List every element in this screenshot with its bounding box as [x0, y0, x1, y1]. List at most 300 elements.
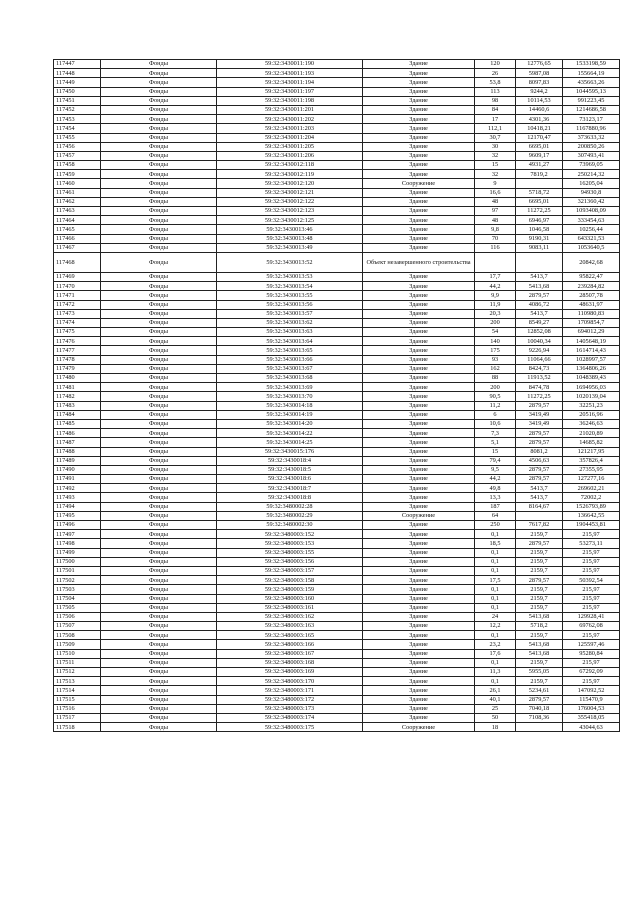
object-type-cell: Здание	[363, 282, 475, 291]
table-row	[54, 142, 620, 151]
category-cell: Фонды	[101, 456, 217, 465]
cadastral-number-cell: 59:32:3480003:165	[217, 631, 363, 640]
cadastral-value-cell: 215,97	[563, 585, 620, 594]
cadastral-value-cell: 215,97	[563, 566, 620, 575]
unit-value-cell: 11064,66	[516, 355, 563, 364]
cadastral-value-cell: 1614714,43	[563, 346, 620, 355]
category-cell: Фонды	[101, 686, 217, 695]
area-cell: 32	[475, 170, 516, 179]
cadastral-value-cell: 1053640,5	[563, 243, 620, 252]
unit-value-cell: 2879,57	[516, 429, 563, 438]
table-row	[54, 456, 620, 465]
area-cell: 11,3	[475, 668, 516, 677]
unit-value-cell: 2159,7	[516, 594, 563, 603]
unit-value-cell: 2879,57	[516, 576, 563, 585]
record-number-cell: 117467	[54, 243, 101, 252]
record-number-cell: 117453	[54, 115, 101, 124]
object-type-cell: Здание	[363, 530, 475, 539]
object-type-cell: Здание	[363, 419, 475, 428]
category-cell: Фонды	[101, 328, 217, 337]
table-row	[54, 161, 620, 170]
object-type-cell: Здание	[363, 429, 475, 438]
record-number-cell: 117484	[54, 410, 101, 419]
table-row	[54, 364, 620, 373]
record-number-cell: 117478	[54, 355, 101, 364]
table-row	[54, 96, 620, 105]
cadastral-number-cell: 59:32:3430012:122	[217, 197, 363, 206]
unit-value-cell: 2159,7	[516, 530, 563, 539]
unit-value-cell: 2879,57	[516, 291, 563, 300]
record-number-cell: 117452	[54, 105, 101, 114]
table-row	[54, 686, 620, 695]
record-number-cell: 117457	[54, 151, 101, 160]
object-type-cell: Здание	[363, 521, 475, 530]
area-cell: 200	[475, 383, 516, 392]
table-row	[54, 539, 620, 548]
table-row	[54, 594, 620, 603]
table-row	[54, 419, 620, 428]
cadastral-number-cell: 59:32:3430012:120	[217, 179, 363, 188]
record-number-cell: 117471	[54, 291, 101, 300]
cadastral-number-cell: 59:32:3430013:65	[217, 346, 363, 355]
record-number-cell: 117510	[54, 649, 101, 658]
unit-value-cell: 2159,7	[516, 548, 563, 557]
table-row	[54, 69, 620, 78]
table-row	[54, 603, 620, 612]
record-number-cell: 117464	[54, 216, 101, 225]
cadastral-value-cell: 1904453,81	[563, 521, 620, 530]
record-number-cell: 117472	[54, 300, 101, 309]
unit-value-cell: 2879,57	[516, 401, 563, 410]
cadastral-number-cell: 59:32:3430012:121	[217, 188, 363, 197]
area-cell: 64	[475, 511, 516, 520]
object-type-cell: Здание	[363, 649, 475, 658]
table-row	[54, 557, 620, 566]
area-cell: 17,7	[475, 272, 516, 281]
object-type-cell: Здание	[363, 603, 475, 612]
table-row	[54, 234, 620, 243]
cadastral-number-cell: 59:32:3430011:194	[217, 78, 363, 87]
unit-value-cell: 4931,27	[516, 161, 563, 170]
table-row	[54, 429, 620, 438]
category-cell: Фонды	[101, 677, 217, 686]
cadastral-number-cell: 59:32:3480003:153	[217, 539, 363, 548]
table-row	[54, 704, 620, 713]
record-number-cell: 117496	[54, 521, 101, 530]
table-row	[54, 713, 620, 722]
area-cell: 70	[475, 234, 516, 243]
cadastral-value-cell: 43044,63	[563, 723, 620, 732]
cadastral-number-cell: 59:32:3430018:6	[217, 475, 363, 484]
cadastral-number-cell: 59:32:3430013:70	[217, 392, 363, 401]
cadastral-number-cell: 59:32:3430011:190	[217, 60, 363, 69]
table-row	[54, 658, 620, 667]
table-row	[54, 576, 620, 585]
category-cell: Фонды	[101, 87, 217, 96]
record-number-cell: 117466	[54, 234, 101, 243]
cadastral-number-cell: 59:32:3430011:204	[217, 133, 363, 142]
area-cell: 0,1	[475, 603, 516, 612]
cadastral-number-cell: 59:32:3430013:53	[217, 272, 363, 281]
table-row	[54, 115, 620, 124]
area-cell: 30,7	[475, 133, 516, 142]
cadastral-number-cell: 59:32:3430013:62	[217, 318, 363, 327]
category-cell: Фонды	[101, 465, 217, 474]
cadastral-number-cell: 59:32:3480003:174	[217, 713, 363, 722]
record-number-cell: 117469	[54, 272, 101, 281]
record-number-cell: 117507	[54, 622, 101, 631]
cadastral-number-cell: 59:32:3430018:5	[217, 465, 363, 474]
unit-value-cell: 4086,72	[516, 300, 563, 309]
object-type-cell: Здание	[363, 658, 475, 667]
object-type-cell: Здание	[363, 713, 475, 722]
object-type-cell: Здание	[363, 640, 475, 649]
unit-value-cell: 3419,49	[516, 410, 563, 419]
object-type-cell: Здание	[363, 401, 475, 410]
object-type-cell: Здание	[363, 456, 475, 465]
unit-value-cell: 12852,08	[516, 328, 563, 337]
unit-value-cell: 12170,47	[516, 133, 563, 142]
cadastral-number-cell: 59:32:3430011:198	[217, 96, 363, 105]
record-number-cell: 117492	[54, 484, 101, 493]
cadastral-number-cell: 59:32:3480003:167	[217, 649, 363, 658]
category-cell: Фонды	[101, 133, 217, 142]
object-type-cell: Здание	[363, 539, 475, 548]
unit-value-cell: 8081,2	[516, 447, 563, 456]
cadastral-value-cell: 373633,32	[563, 133, 620, 142]
cadastral-value-cell: 28507,78	[563, 291, 620, 300]
record-number-cell: 117481	[54, 383, 101, 392]
unit-value-cell: 6695,01	[516, 142, 563, 151]
cadastral-value-cell: 69762,08	[563, 622, 620, 631]
category-cell: Фонды	[101, 521, 217, 530]
object-type-cell: Здание	[363, 704, 475, 713]
cadastral-value-cell: 73123,17	[563, 115, 620, 124]
cadastral-number-cell: 59:32:3430012:123	[217, 207, 363, 216]
unit-value-cell: 3419,49	[516, 419, 563, 428]
cadastral-value-cell: 357826,4	[563, 456, 620, 465]
record-number-cell: 117517	[54, 713, 101, 722]
unit-value-cell: 4301,36	[516, 115, 563, 124]
object-type-cell: Здание	[363, 300, 475, 309]
record-number-cell: 117463	[54, 207, 101, 216]
table-row	[54, 170, 620, 179]
cadastral-value-cell: 1709854,7	[563, 318, 620, 327]
area-cell: 16,6	[475, 188, 516, 197]
object-type-cell: Здание	[363, 142, 475, 151]
object-type-cell: Здание	[363, 548, 475, 557]
category-cell: Фонды	[101, 658, 217, 667]
category-cell: Фонды	[101, 197, 217, 206]
object-type-cell: Здание	[363, 78, 475, 87]
object-type-cell: Здание	[363, 392, 475, 401]
record-number-cell: 117470	[54, 282, 101, 291]
cadastral-number-cell: 59:32:3430012:125	[217, 216, 363, 225]
table-row	[54, 291, 620, 300]
table-row	[54, 337, 620, 346]
category-cell: Фонды	[101, 392, 217, 401]
cadastral-value-cell: 215,97	[563, 548, 620, 557]
object-type-cell: Здание	[363, 557, 475, 566]
cadastral-value-cell: 435663,26	[563, 78, 620, 87]
record-number-cell: 117503	[54, 585, 101, 594]
record-number-cell: 117460	[54, 179, 101, 188]
unit-value-cell: 1046,58	[516, 225, 563, 234]
cadastral-number-cell: 59:32:3430011:203	[217, 124, 363, 133]
record-number-cell: 117513	[54, 677, 101, 686]
table-row	[54, 566, 620, 575]
area-cell: 53,8	[475, 78, 516, 87]
cadastral-number-cell: 59:32:3430012:118	[217, 161, 363, 170]
cadastral-number-cell: 59:32:3430011:201	[217, 105, 363, 114]
unit-value-cell: 5955,05	[516, 668, 563, 677]
cadastral-value-cell: 121217,95	[563, 447, 620, 456]
record-number-cell: 117502	[54, 576, 101, 585]
table-row	[54, 179, 620, 188]
cadastral-value-cell: 136642,55	[563, 511, 620, 520]
area-cell: 11,2	[475, 401, 516, 410]
table-row	[54, 695, 620, 704]
table-row	[54, 346, 620, 355]
unit-value-cell: 5413,68	[516, 649, 563, 658]
record-number-cell: 117455	[54, 133, 101, 142]
category-cell: Фонды	[101, 142, 217, 151]
cadastral-value-cell: 110980,83	[563, 309, 620, 318]
unit-value-cell: 9609,17	[516, 151, 563, 160]
area-cell: 32	[475, 151, 516, 160]
area-cell: 12,2	[475, 622, 516, 631]
category-cell: Фонды	[101, 530, 217, 539]
record-number-cell: 117516	[54, 704, 101, 713]
cadastral-number-cell: 59:32:3430011:193	[217, 69, 363, 78]
area-cell: 0,1	[475, 631, 516, 640]
object-type-cell: Здание	[363, 197, 475, 206]
record-number-cell: 117447	[54, 60, 101, 69]
category-cell: Фонды	[101, 511, 217, 520]
object-type-cell: Здание	[363, 475, 475, 484]
cadastral-number-cell: 59:32:3430011:202	[217, 115, 363, 124]
cadastral-number-cell: 59:32:3430014:22	[217, 429, 363, 438]
cadastral-number-cell: 59:32:3430013:46	[217, 225, 363, 234]
cadastral-number-cell: 59:32:3430013:63	[217, 328, 363, 337]
area-cell: 17	[475, 115, 516, 124]
category-cell: Фонды	[101, 188, 217, 197]
object-type-cell: Здание	[363, 207, 475, 216]
cadastral-number-cell: 59:32:3430014:25	[217, 438, 363, 447]
cadastral-number-cell: 59:32:3480003:170	[217, 677, 363, 686]
table-row	[54, 723, 620, 732]
category-cell: Фонды	[101, 243, 217, 252]
category-cell: Фонды	[101, 105, 217, 114]
object-type-cell: Здание	[363, 105, 475, 114]
category-cell: Фонды	[101, 548, 217, 557]
cadastral-number-cell: 59:32:3480003:162	[217, 612, 363, 621]
object-type-cell: Здание	[363, 151, 475, 160]
cadastral-value-cell: 67292,09	[563, 668, 620, 677]
cadastral-value-cell: 307493,41	[563, 151, 620, 160]
area-cell: 10,6	[475, 419, 516, 428]
unit-value-cell: 2159,7	[516, 585, 563, 594]
object-type-cell: Здание	[363, 60, 475, 69]
table-row	[54, 668, 620, 677]
cadastral-value-cell: 333454,63	[563, 216, 620, 225]
cadastral-value-cell: 215,97	[563, 603, 620, 612]
area-cell	[475, 252, 516, 272]
table-row	[54, 622, 620, 631]
record-number-cell: 117514	[54, 686, 101, 695]
object-type-cell: Здание	[363, 309, 475, 318]
cadastral-value-cell: 129928,41	[563, 612, 620, 621]
category-cell: Фонды	[101, 594, 217, 603]
table-row	[54, 207, 620, 216]
unit-value-cell: 9083,11	[516, 243, 563, 252]
area-cell: 187	[475, 502, 516, 511]
area-cell: 0,1	[475, 557, 516, 566]
object-type-cell: Здание	[363, 355, 475, 364]
cadastral-number-cell: 59:32:3480003:159	[217, 585, 363, 594]
cadastral-number-cell: 59:32:3480003:163	[217, 622, 363, 631]
category-cell: Фонды	[101, 318, 217, 327]
area-cell: 175	[475, 346, 516, 355]
object-type-cell: Здание	[363, 374, 475, 383]
object-type-cell: Здание	[363, 631, 475, 640]
record-number-cell: 117485	[54, 419, 101, 428]
table-row	[54, 328, 620, 337]
record-number-cell: 117495	[54, 511, 101, 520]
category-cell: Фонды	[101, 566, 217, 575]
object-type-cell: Здание	[363, 337, 475, 346]
area-cell: 6	[475, 410, 516, 419]
table-row	[54, 677, 620, 686]
area-cell: 0,1	[475, 548, 516, 557]
cadastral-value-cell: 125597,46	[563, 640, 620, 649]
cadastral-number-cell: 59:32:3480003:155	[217, 548, 363, 557]
cadastral-value-cell: 321360,42	[563, 197, 620, 206]
area-cell: 44,2	[475, 475, 516, 484]
category-cell: Фонды	[101, 151, 217, 160]
record-number-cell: 117477	[54, 346, 101, 355]
table-row	[54, 410, 620, 419]
object-type-cell: Здание	[363, 216, 475, 225]
record-number-cell: 117499	[54, 548, 101, 557]
object-type-cell: Здание	[363, 493, 475, 502]
category-cell: Фонды	[101, 640, 217, 649]
object-type-cell: Здание	[363, 695, 475, 704]
unit-value-cell: 2159,7	[516, 677, 563, 686]
object-type-cell: Здание	[363, 133, 475, 142]
record-number-cell: 117512	[54, 668, 101, 677]
area-cell: 49,8	[475, 484, 516, 493]
cadastral-number-cell: 59:32:3480003:156	[217, 557, 363, 566]
cadastral-value-cell: 694012,29	[563, 328, 620, 337]
area-cell: 120	[475, 60, 516, 69]
object-type-cell: Здание	[363, 188, 475, 197]
registry-sheet	[53, 59, 619, 732]
object-type-cell: Здание	[363, 576, 475, 585]
cadastral-value-cell: 176004,53	[563, 704, 620, 713]
cadastral-number-cell: 59:32:3430013:57	[217, 309, 363, 318]
cadastral-value-cell: 991223,45	[563, 96, 620, 105]
category-cell: Фонды	[101, 291, 217, 300]
unit-value-cell: 2879,57	[516, 465, 563, 474]
record-number-cell: 117473	[54, 309, 101, 318]
record-number-cell: 117493	[54, 493, 101, 502]
category-cell: Фонды	[101, 484, 217, 493]
table-row	[54, 282, 620, 291]
record-number-cell: 117461	[54, 188, 101, 197]
area-cell: 30	[475, 142, 516, 151]
unit-value-cell: 9244,2	[516, 87, 563, 96]
cadastral-value-cell: 215,97	[563, 677, 620, 686]
unit-value-cell: 5718,2	[516, 622, 563, 631]
record-number-cell: 117487	[54, 438, 101, 447]
table-row	[54, 216, 620, 225]
area-cell: 7,3	[475, 429, 516, 438]
table-row	[54, 465, 620, 474]
unit-value-cell: 5413,7	[516, 309, 563, 318]
record-number-cell: 117474	[54, 318, 101, 327]
record-number-cell: 117515	[54, 695, 101, 704]
area-cell: 113	[475, 87, 516, 96]
category-cell: Фонды	[101, 429, 217, 438]
unit-value-cell: 2879,57	[516, 695, 563, 704]
object-type-cell: Здание	[363, 225, 475, 234]
category-cell: Фонды	[101, 364, 217, 373]
record-number-cell: 117501	[54, 566, 101, 575]
cadastral-value-cell: 355418,05	[563, 713, 620, 722]
cadastral-number-cell: 59:32:3430011:205	[217, 142, 363, 151]
object-type-cell: Здание	[363, 69, 475, 78]
record-number-cell: 117489	[54, 456, 101, 465]
area-cell: 9,5	[475, 465, 516, 474]
table-row	[54, 383, 620, 392]
table-row	[54, 300, 620, 309]
area-cell: 0,1	[475, 594, 516, 603]
area-cell: 25	[475, 704, 516, 713]
unit-value-cell: 5413,7	[516, 493, 563, 502]
area-cell: 23,2	[475, 640, 516, 649]
record-number-cell: 117508	[54, 631, 101, 640]
unit-value-cell: 8474,78	[516, 383, 563, 392]
cadastral-value-cell: 1044595,13	[563, 87, 620, 96]
category-cell: Фонды	[101, 447, 217, 456]
category-cell: Фонды	[101, 234, 217, 243]
record-number-cell: 117488	[54, 447, 101, 456]
category-cell: Фонды	[101, 649, 217, 658]
cadastral-value-cell: 215,97	[563, 557, 620, 566]
area-cell: 93	[475, 355, 516, 364]
category-cell: Фонды	[101, 631, 217, 640]
object-type-cell: Сооружение	[363, 723, 475, 732]
unit-value-cell	[516, 179, 563, 188]
category-cell: Фонды	[101, 603, 217, 612]
unit-value-cell: 5413,68	[516, 282, 563, 291]
unit-value-cell: 11272,25	[516, 392, 563, 401]
table-row	[54, 124, 620, 133]
category-cell: Фонды	[101, 124, 217, 133]
object-type-cell: Здание	[363, 234, 475, 243]
record-number-cell: 117449	[54, 78, 101, 87]
unit-value-cell: 10040,34	[516, 337, 563, 346]
area-cell: 17,5	[475, 576, 516, 585]
object-type-cell: Здание	[363, 410, 475, 419]
category-cell: Фонды	[101, 355, 217, 364]
cadastral-value-cell: 643321,53	[563, 234, 620, 243]
area-cell: 20,3	[475, 309, 516, 318]
registry-table-body	[54, 60, 620, 732]
unit-value-cell: 6695,01	[516, 197, 563, 206]
cadastral-number-cell: 59:32:3480003:171	[217, 686, 363, 695]
